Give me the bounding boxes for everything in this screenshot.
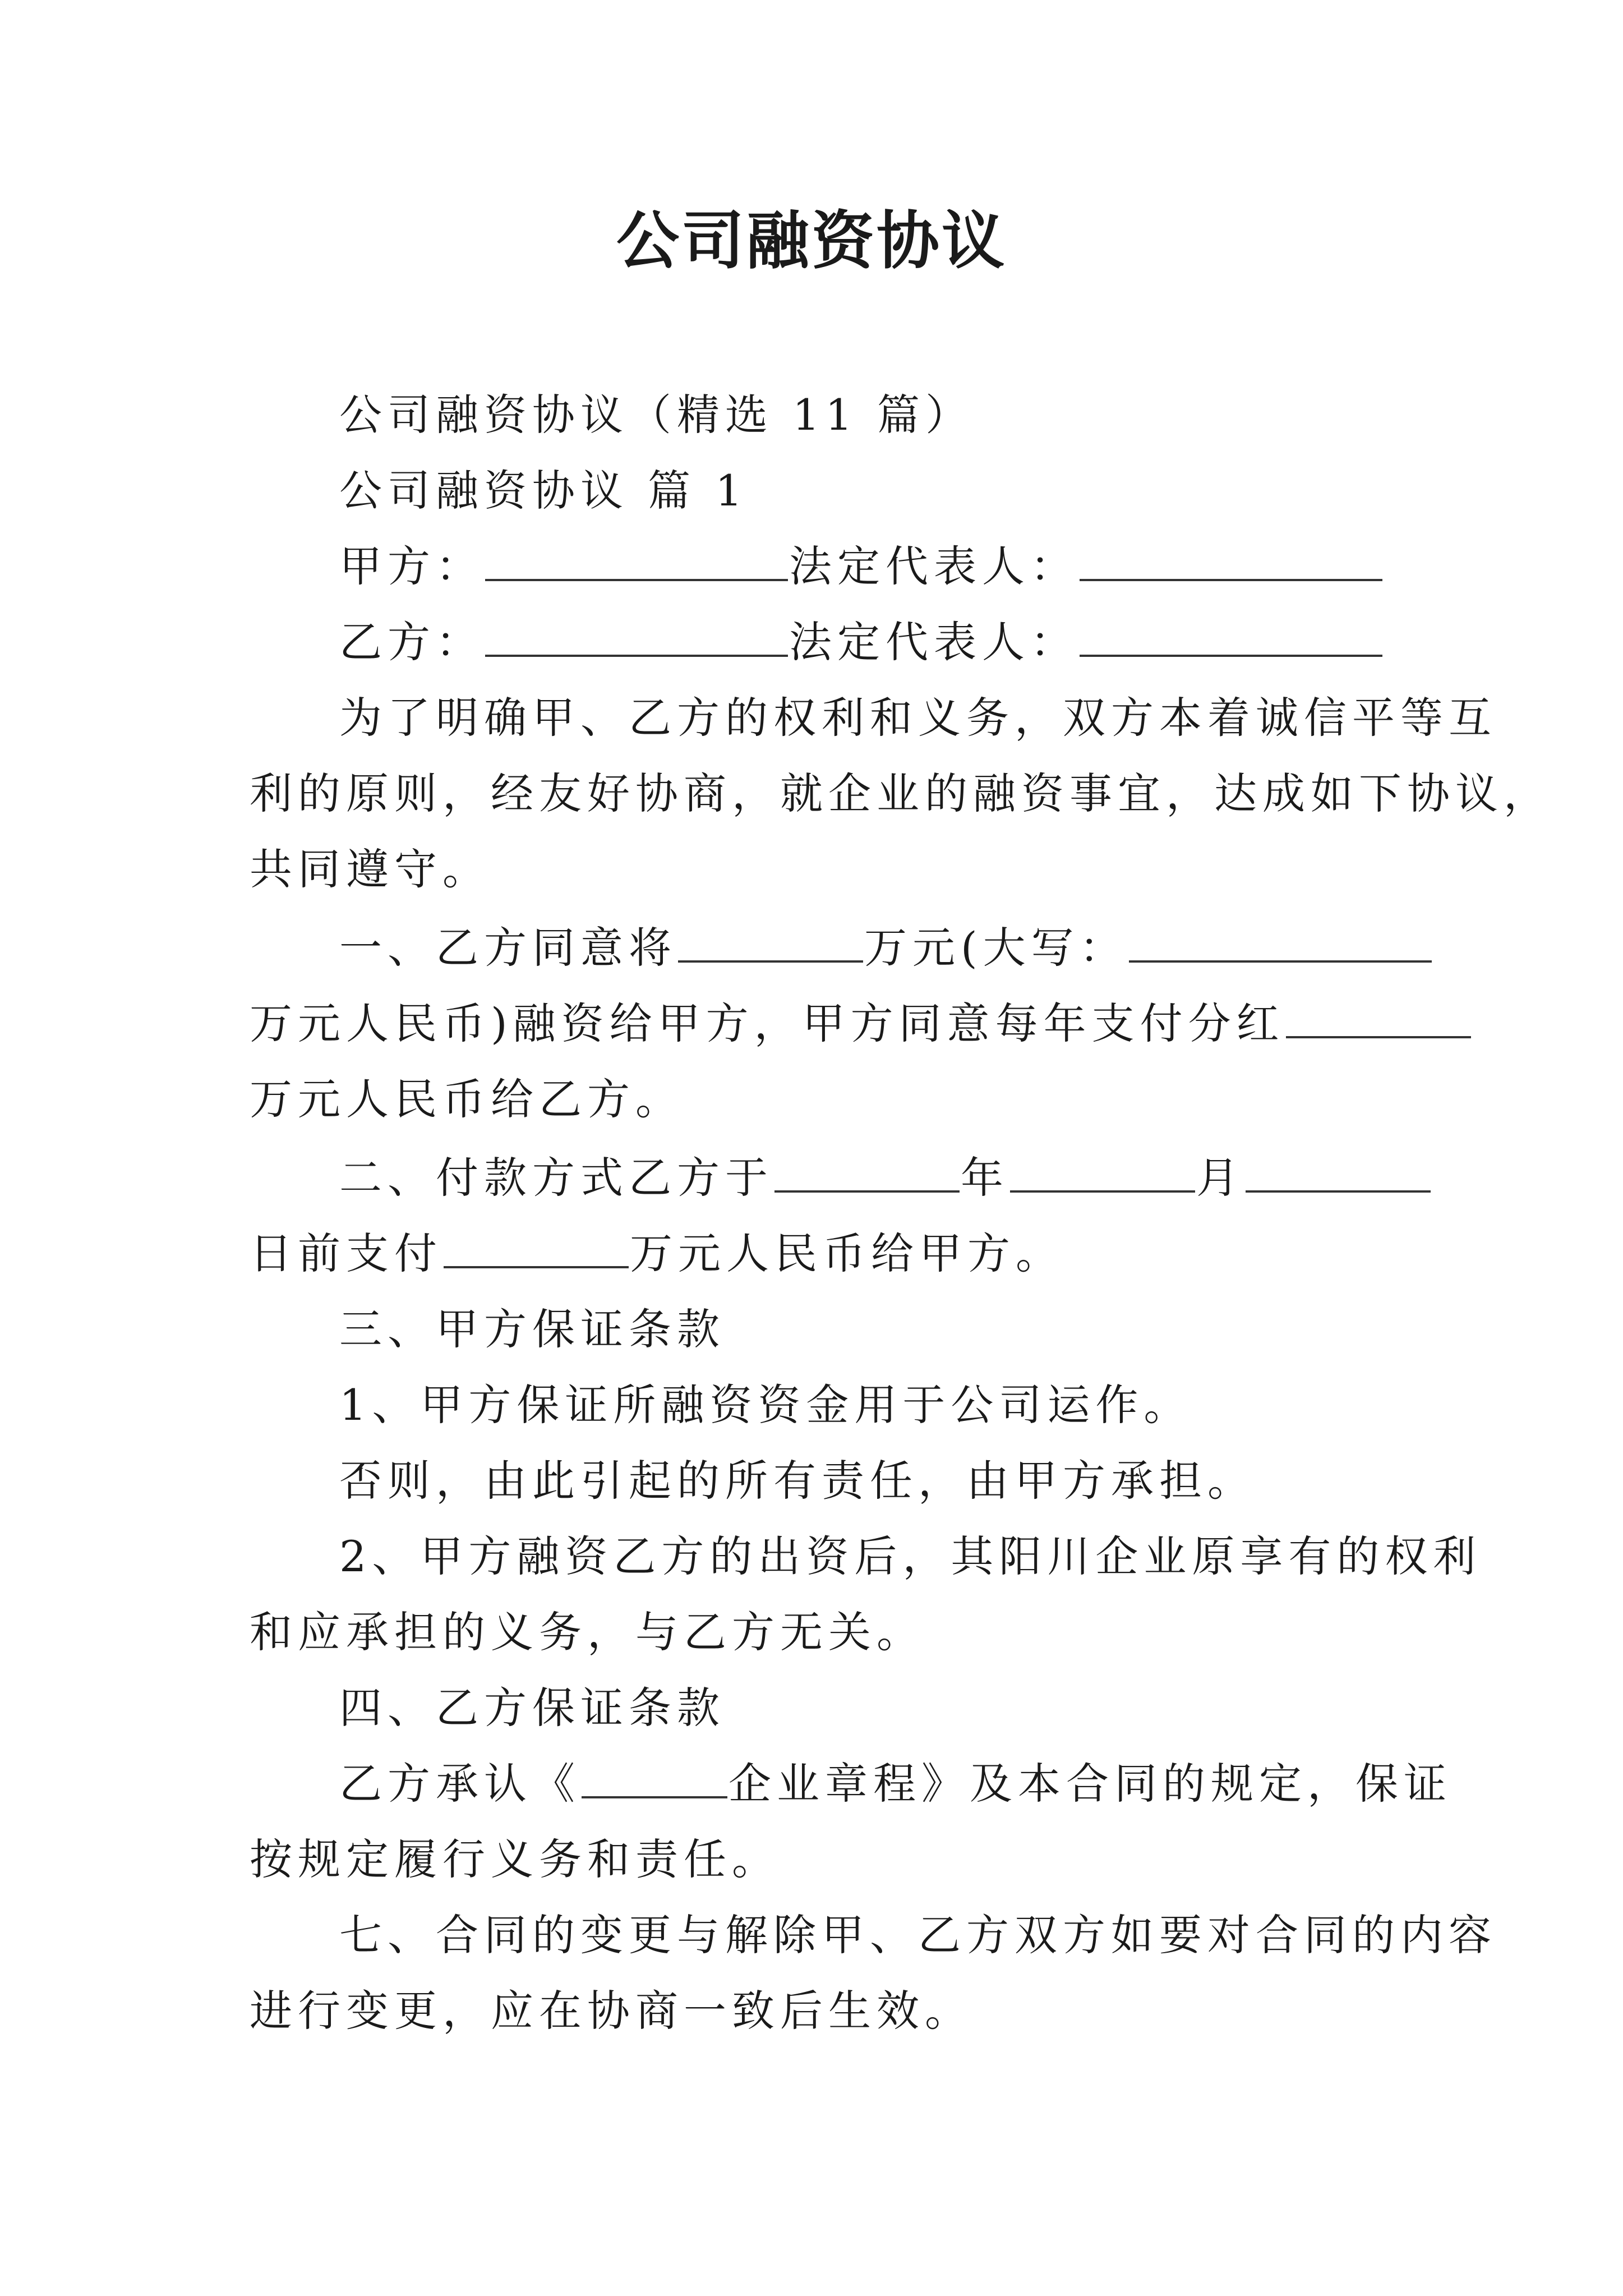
party-b-label: 乙方： — [339, 617, 484, 667]
year-blank — [774, 1157, 960, 1193]
year-label: 年 — [961, 1153, 1009, 1203]
clause-4-line — [339, 1756, 1452, 1812]
paragraph-line: 2、甲方融资乙方的出资后，其阳川企业原享有的权利 — [339, 1531, 1482, 1581]
amount-blank — [678, 927, 863, 963]
paragraph-line: 共同遵守。 — [250, 844, 491, 894]
day-blank — [1246, 1157, 1431, 1193]
party-a-blank — [485, 545, 788, 581]
payment-amount-blank — [444, 1232, 629, 1268]
section-heading: 四、乙方保证条款 — [339, 1683, 725, 1733]
party-a-rep-label: 法定代表人： — [789, 541, 1078, 591]
clause-2-line — [250, 1226, 1064, 1282]
clause-2-text: 万元人民币给甲方。 — [630, 1228, 1064, 1278]
party-a-rep-blank — [1080, 545, 1382, 581]
paragraph-line: 按规定履行义务和责任。 — [250, 1834, 780, 1884]
party-b-blank — [485, 621, 788, 657]
section-heading: 公司融资协议 篇 1 — [339, 466, 748, 516]
paragraph-line: 进行变更，应在协商一致后生效。 — [250, 1986, 973, 2036]
paragraph-line: 1、甲方保证所融资资金用于公司运作。 — [339, 1380, 1192, 1430]
dividend-blank — [1286, 1002, 1471, 1038]
clause-2-text: 二、付款方式乙方于 — [339, 1153, 773, 1203]
party-b-rep-blank — [1080, 621, 1382, 657]
clause-1-line — [250, 996, 1472, 1052]
paragraph-line: 否则，由此引起的所有责任，由甲方承担。 — [339, 1456, 1256, 1506]
paragraph-line: 七、合同的变更与解除甲、乙方双方如要对合同的内容 — [339, 1910, 1497, 1960]
clause-2-text: 日前支付 — [250, 1228, 442, 1278]
clause-1-text: 万元(大写： — [864, 923, 1128, 973]
clause-1-line — [339, 920, 1433, 976]
company-name-blank — [582, 1763, 727, 1798]
month-label: 月 — [1196, 1153, 1244, 1203]
clause-1-text: 万元人民币)融资给甲方，甲方同意每年支付分红 — [250, 999, 1285, 1048]
month-blank — [1010, 1157, 1195, 1193]
amount-uppercase-blank — [1129, 927, 1432, 963]
party-b-rep-label: 法定代表人： — [789, 617, 1078, 667]
paragraph-line: 为了明确甲、乙方的权利和义务，双方本着诚信平等互 — [339, 693, 1497, 743]
paragraph-line: 和应承担的义务，与乙方无关。 — [250, 1607, 925, 1657]
party-a-line — [339, 539, 1384, 595]
party-b-line — [339, 614, 1384, 670]
clause-1-text: 一、乙方同意将 — [339, 923, 677, 973]
party-a-label: 甲方： — [339, 541, 484, 591]
clause-2-line — [339, 1150, 1432, 1206]
clause-4-text: 乙方承认《 — [339, 1759, 580, 1809]
paragraph-line: 利的原则，经友好协商，就企业的融资事宜，达成如下协议， — [250, 769, 1552, 818]
document-title: 公司融资协议 — [616, 204, 1007, 278]
section-heading: 三、甲方保证条款 — [339, 1304, 725, 1354]
clause-4-text: 企业章程》及本合同的规定，保证 — [728, 1759, 1452, 1809]
subtitle: 公司融资协议（精选 11 篇） — [339, 390, 974, 440]
clause-1-line: 万元人民币给乙方。 — [250, 1074, 684, 1124]
